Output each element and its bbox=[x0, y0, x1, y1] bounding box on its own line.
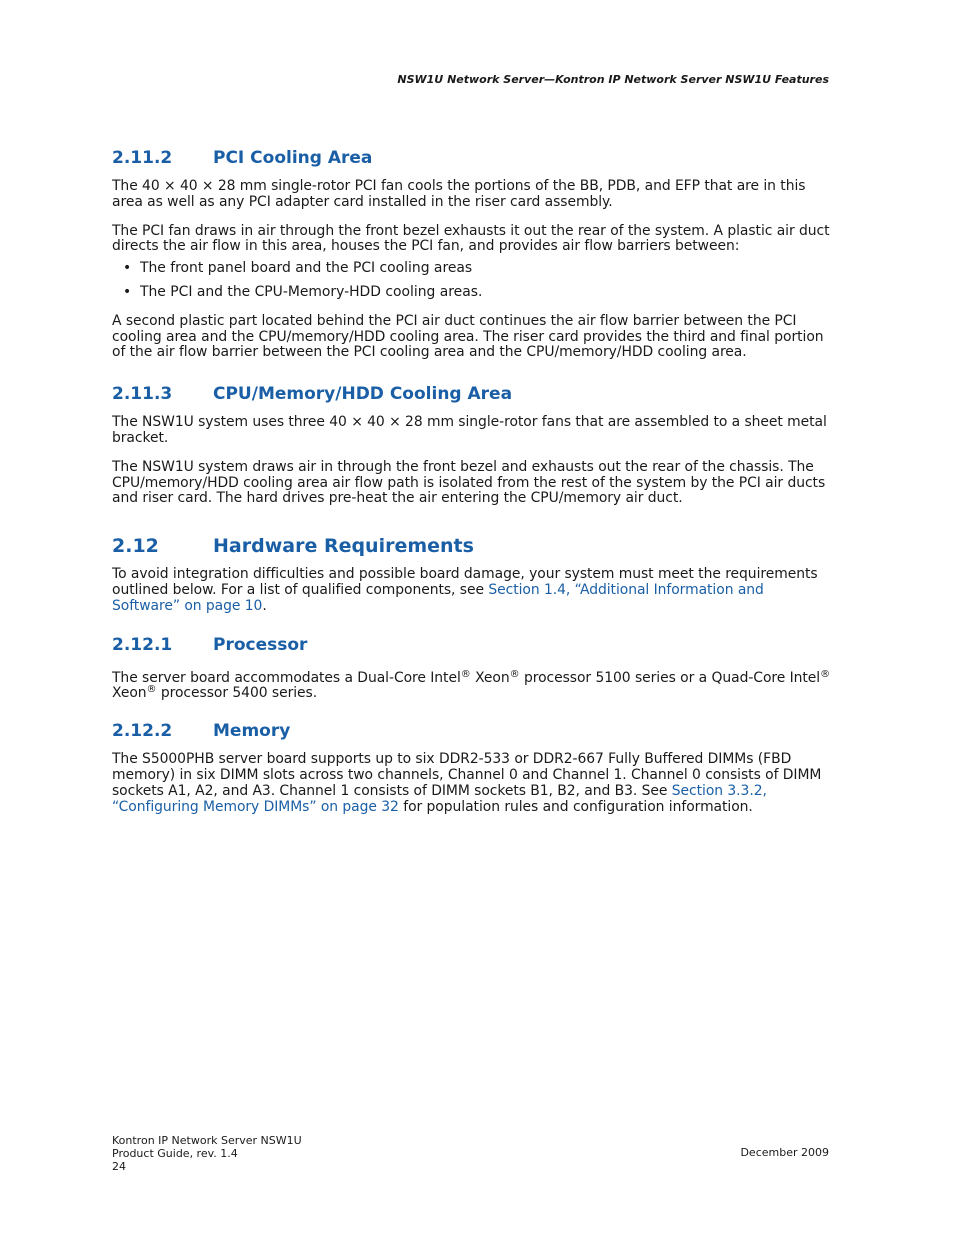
paragraph: The S5000PHB server board supports up to six DDR2-533 or DDR2-667 Fully Buffered DIMMs (FBD memory) in six DIMM slots across two channels, Channel 0 and Channel 1. Channel 0 consists of DIMM sockets A1, A2, and A3. Channel 1 consists of DIMM sockets B1, B2, and B3. See Section 3.3.2, “Configuring Memory DIMMs” on page 32 for population rules and configuration information. bbox=[112, 751, 822, 815]
registered-mark: ® bbox=[146, 684, 157, 696]
paragraph: The PCI fan draws in air through the front bezel exhausts it out the rear of the system. A plastic air duct directs the air flow in this area, houses the PCI fan, and provides air flow barriers between: bbox=[112, 222, 830, 255]
running-header: NSW1U Network Server—Kontron IP Network Server NSW1U Features bbox=[397, 73, 829, 86]
section-title: Hardware Requirements bbox=[213, 535, 474, 558]
footer-revision: Product Guide, rev. 1.4 bbox=[112, 1147, 238, 1160]
page-number: 24 bbox=[112, 1160, 126, 1173]
section-heading-2-12-1 bbox=[112, 633, 834, 657]
paragraph: The NSW1U system draws air in through the front bezel and exhausts out the rear of the chassis. The CPU/memory/HDD cooling area air flow path is isolated from the rest of the system by the PCI air ducts and riser card. The hard drives pre-heat the air entering the CPU/memory air duct. bbox=[112, 458, 826, 507]
paragraph: To avoid integration difficulties and possible board damage, your system must meet the requirements outlined below. For a list of qualified components, see Section 1.4, “Additional Information and Software” on page 10. bbox=[112, 566, 818, 614]
section-heading-2-11-2 bbox=[112, 146, 834, 170]
section-heading-2-12 bbox=[112, 533, 834, 559]
list-item: • The PCI and the CPU-Memory-HDD cooling areas. bbox=[123, 283, 483, 300]
page-content bbox=[112, 146, 834, 828]
cross-reference-link[interactable]: Section 1.4, “Additional Information and Software” on page 10 bbox=[112, 581, 764, 614]
bullet-list bbox=[112, 261, 834, 301]
footer-product: Kontron IP Network Server NSW1U bbox=[112, 1134, 302, 1147]
section-title: PCI Cooling Area bbox=[213, 148, 373, 168]
section-number: 2.11.2 bbox=[112, 148, 173, 168]
registered-mark: ® bbox=[460, 668, 471, 680]
section-title: Memory bbox=[213, 721, 291, 742]
registered-mark: ® bbox=[509, 668, 520, 680]
registered-mark: ® bbox=[820, 668, 831, 680]
bullet-icon: • bbox=[123, 260, 132, 277]
section-number: 2.11.3 bbox=[112, 384, 173, 405]
cross-reference-link[interactable]: Section 3.3.2, “Configuring Memory DIMMs” on page 32 bbox=[112, 782, 767, 815]
list-item: • The front panel board and the PCI cooling areas bbox=[123, 260, 473, 277]
paragraph: The server board accommodates a Dual-Core Intel® Xeon® processor 5100 series or a Quad-Core Intel® Xeon® processor 5400 series. bbox=[112, 668, 831, 702]
section-title: Processor bbox=[213, 634, 308, 655]
paragraph: The NSW1U system uses three 40 × 40 × 28 mm single-rotor fans that are assembled to a sheet metal bracket. bbox=[112, 414, 827, 446]
footer-left bbox=[112, 1134, 302, 1173]
section-heading-2-11-3 bbox=[112, 382, 834, 406]
section-title: CPU/Memory/HDD Cooling Area bbox=[213, 384, 513, 405]
bullet-icon: • bbox=[123, 283, 132, 300]
footer-date: December 2009 bbox=[740, 1146, 829, 1159]
section-number: 2.12.1 bbox=[112, 634, 173, 655]
section-number: 2.12 bbox=[112, 535, 159, 558]
paragraph: The 40 × 40 × 28 mm single-rotor PCI fan cools the portions of the BB, PDB, and EFP that are in this area as well as any PCI adapter card installed in the riser card assembly. bbox=[112, 178, 806, 210]
section-heading-2-12-2 bbox=[112, 719, 834, 743]
paragraph: A second plastic part located behind the PCI air duct continues the air flow barrier between the PCI cooling area and the CPU/memory/HDD cooling area. The riser card provides the third and final portion of the air flow barrier between the PCI cooling area and the CPU/memory/HDD cooling area. bbox=[112, 312, 824, 361]
section-number: 2.12.2 bbox=[112, 721, 173, 742]
